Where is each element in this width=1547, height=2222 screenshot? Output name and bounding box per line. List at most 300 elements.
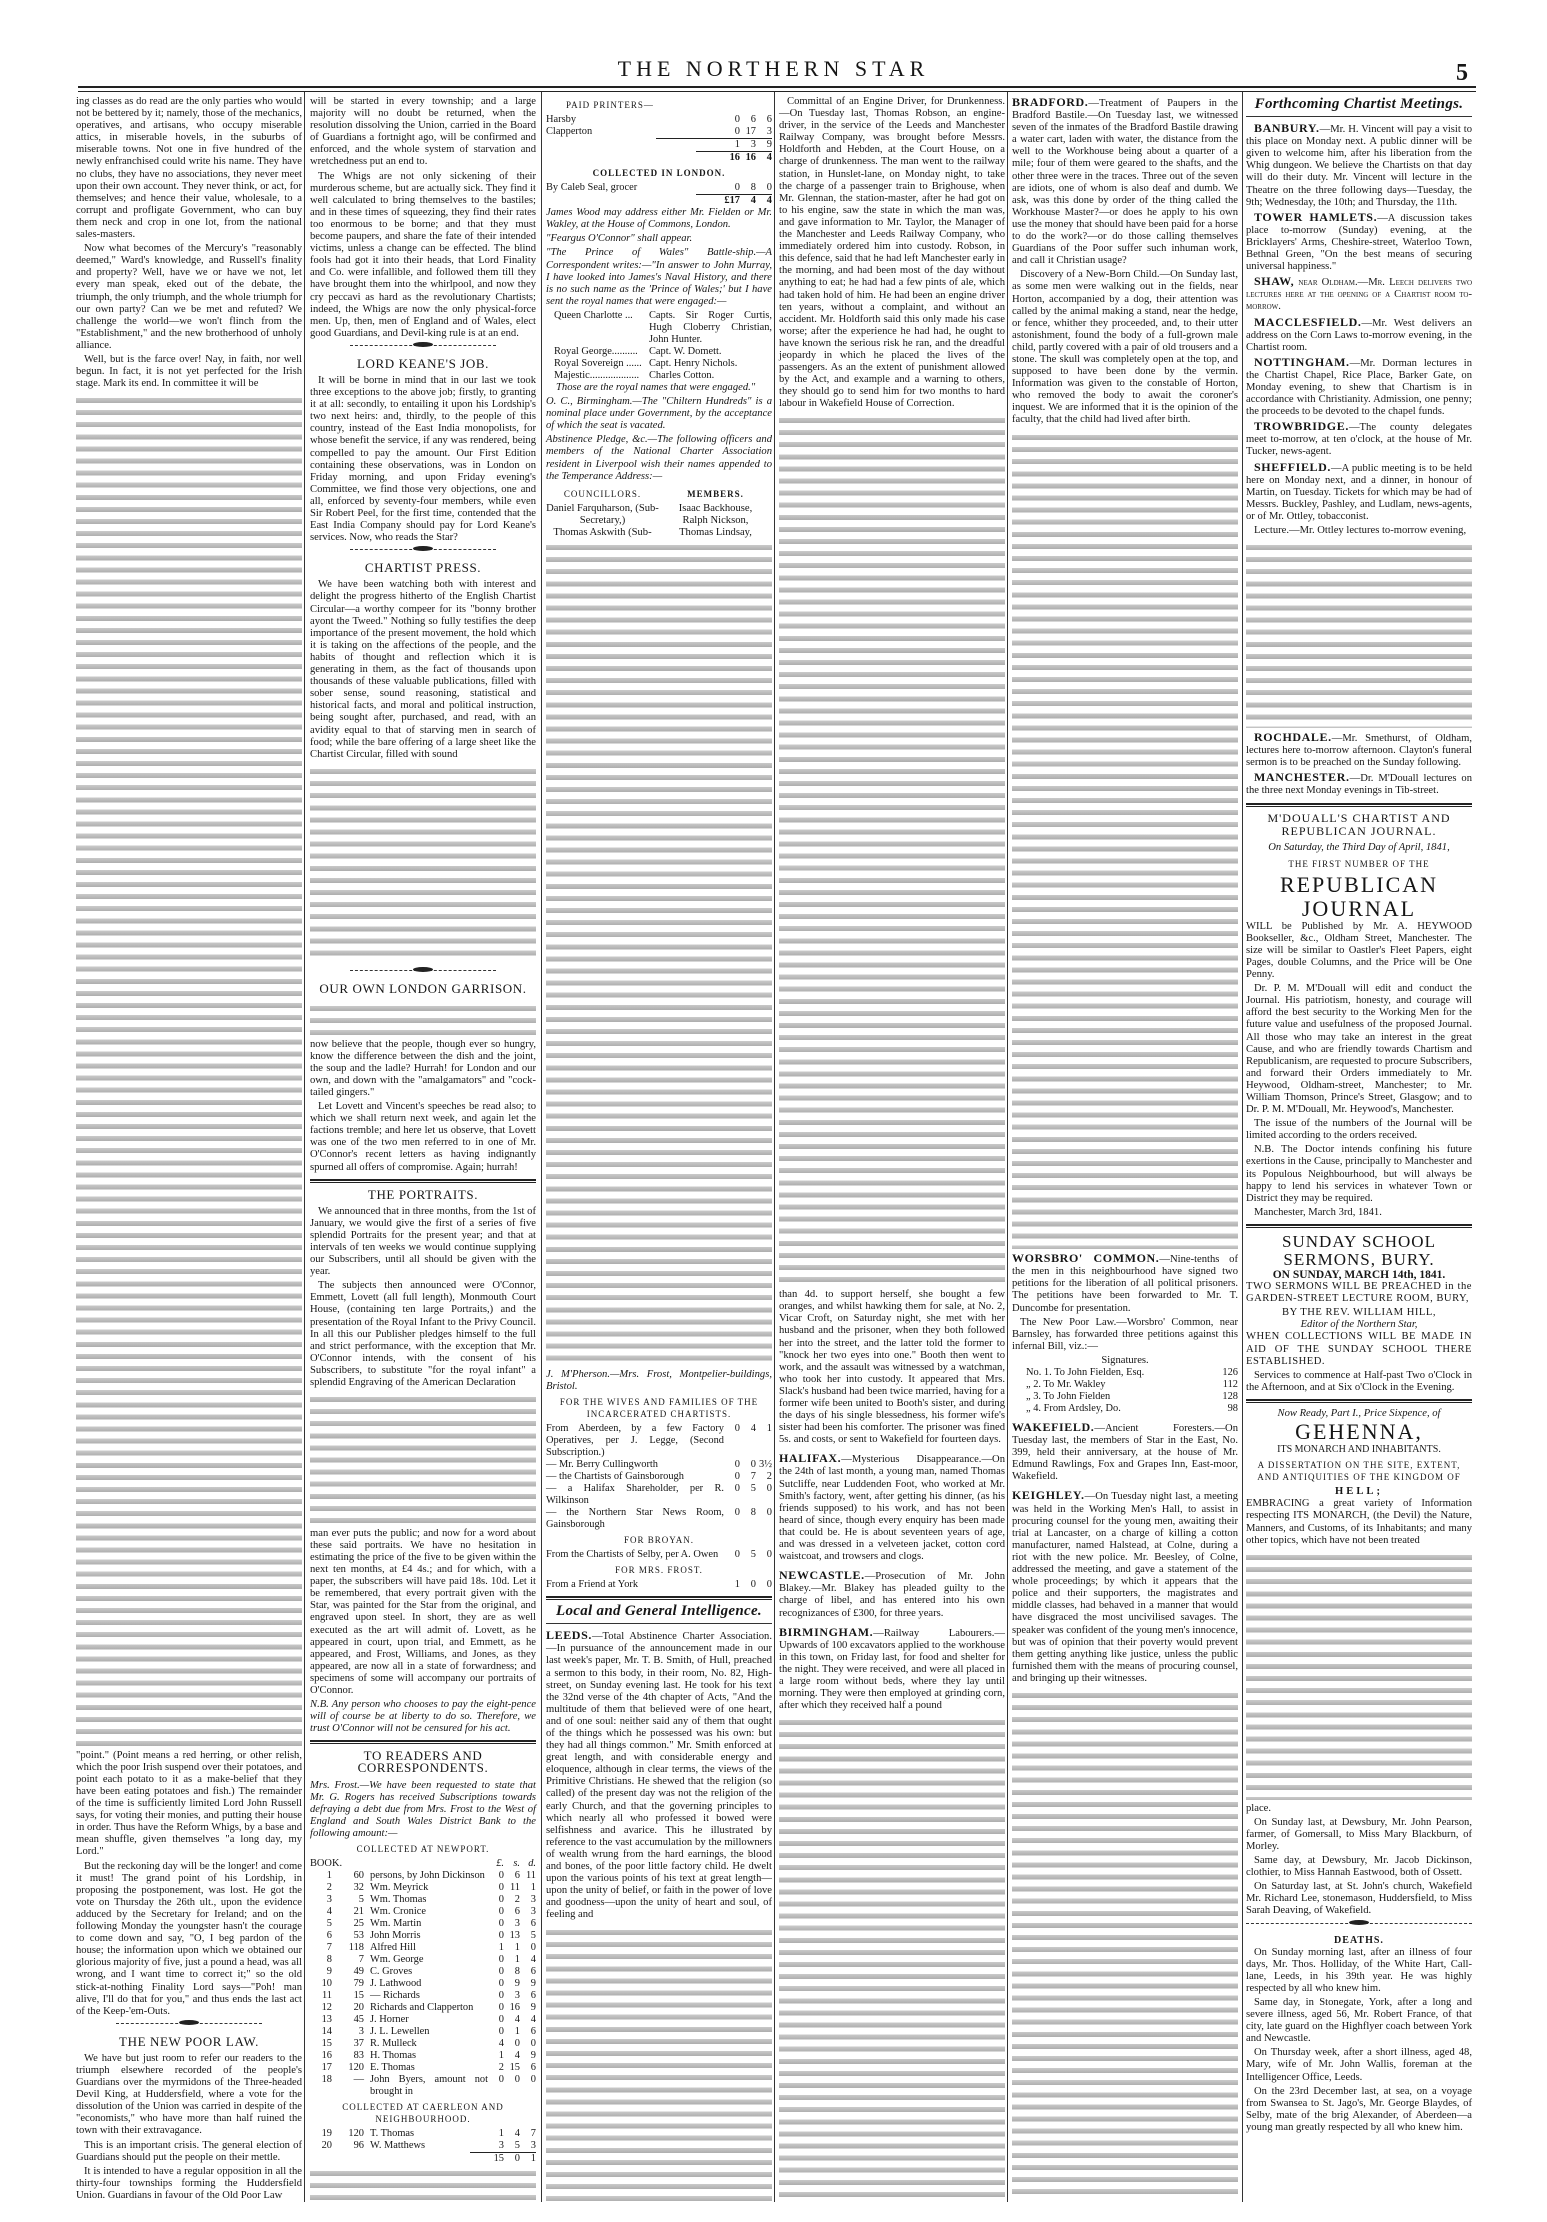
death-notice: Same day, in Stonegate, York, after a long and severe illness, aged 56, Mr. Robert France, of that city, late guard on the Highflyer coach between York and Newcastle. (1246, 1996, 1472, 2045)
person-count: 32 (353, 1882, 364, 1894)
shillings: 0 (514, 2074, 520, 2086)
councillor-name: Daniel Farquharson, (Sub-Secretary,) (546, 502, 659, 526)
correspondent-note: "The Prince of Wales" Battle-ship.—A Correspondent writes:—"In answer to John Murray, I have looked into James's Naval History, and there is no such name as the 'Prince of Wales;' but I have sent the royal names that were engaged:— (546, 247, 772, 307)
shillings: 15 (509, 2062, 520, 2074)
pounds: 1 (498, 1942, 504, 1954)
death-notice: On the 23rd December last, at sea, on a voyage from Swansea to St. Jago's, Mr. George Blaydes, of Selby, mate of the brig Alexander, of Aberdeen—a young man greatly respected by all who knew him. (1246, 2085, 1472, 2133)
person-count: 79 (353, 1978, 364, 1990)
article-paragraph: It is intended to have a regular opposition in all the thirty-four townships forming the Huddersfield Union. Guardians in favour of the Old Poor Law (76, 2165, 302, 2201)
advert-paragraph: N.B. The Doctor intends confining his future exertions in the Cause, principally to Manchester and its Populous Neighbourhood, but will always be happy to lend his services in whatever Town or District they may be required. (1246, 1144, 1472, 1204)
petition-name: „ 4. From Ardsley, Do. (1026, 1403, 1121, 1415)
contributor: Clapperton (546, 126, 593, 138)
marriage-notice: On Saturday last, at St. John's church, Wakefield Mr. Richard Lee, stonemason, Huddersfield, to Miss Sarah Deaving, of Wakefield. (1246, 1881, 1472, 1917)
person-count: 21 (353, 1906, 364, 1918)
article-paragraph (1012, 1252, 1238, 1314)
shillings: 13 (509, 1930, 520, 1942)
dateline-birmingham: BIRMINGHAM. (779, 1624, 874, 1639)
pence: 0 (530, 1942, 536, 1954)
petition-name: „ 3. To John Fielden (1026, 1391, 1111, 1403)
person-count: 45 (353, 2014, 364, 2026)
correspondent-note: "Feargus O'Connor" shall appear. (546, 233, 693, 245)
article-paragraph (1012, 96, 1238, 267)
page-number: 5 (1456, 60, 1468, 86)
pence: 0 (530, 2074, 536, 2086)
pence-label: d. (528, 1858, 536, 1870)
amount: 16 (729, 152, 740, 164)
collector-name: J. Horner (370, 2014, 409, 2026)
death-notice: On Sunday morning last, after an illness of four days, Mr. Thos. Holliday, of the White Hart, Call-lane, Leeds, in his 39th year. He was highly respected by all who knew him. (1246, 1946, 1472, 1994)
shillings: 6 (514, 1906, 520, 1918)
members-list (659, 485, 772, 539)
book-number: 19 (321, 2128, 332, 2140)
pence: 0 (766, 1506, 772, 1518)
article-paragraph: We have but just room to refer our readers to the triumph elsewhere recorded of the people's Guardians over the myrmidons of the Three-headed Devil King, at Huddersfield, where a vote for the dissolution of the Union was carried in despite of the "economists," who have more than half ruined the town with their extravagance. (76, 2052, 302, 2137)
london-heading: COLLECTED IN LONDON. (592, 168, 726, 179)
shillings: 4 (514, 2014, 520, 2026)
person-count: 120 (348, 2062, 364, 2074)
book-number: 17 (321, 2062, 332, 2074)
pence: 5 (530, 1930, 536, 1942)
notice-text: —Mr. Smethurst, of Oldham, lectures here to-morrow afternoon. Clayton's funeral sermon is to be preached on the Sunday following. (1246, 733, 1472, 769)
advert-gehenna-subtitle: ITS MONARCH AND INHABITANTS. (1277, 1443, 1441, 1455)
subscription-row (310, 1930, 536, 1942)
pence: 6 (530, 1990, 536, 2002)
article-text: —Nine-tenths of the men in this neighbourhood have signed two petitions for the liberation of all political prisoners. The petitions have been forwarded to Mr. T. Duncombe for presentation. (1012, 1254, 1239, 1314)
illegible-text-block (546, 1927, 772, 2202)
blank-space (1246, 2139, 1472, 2201)
pence: 11 (525, 1870, 536, 1882)
subscription-row (310, 1966, 536, 1978)
shillings: 17 (745, 126, 756, 138)
column-1-top (76, 96, 302, 392)
pounds: 0 (498, 1882, 504, 1894)
marriage-notice: Same day, at Dewsbury, Mr. Jacob Dickinson, clothier, to Miss Hannah Eastwood, both of Ossett. (1246, 1855, 1472, 1879)
ornament-divider (350, 345, 496, 352)
pence: 6 (530, 1966, 536, 1978)
book-number: 10 (321, 1978, 332, 1990)
section-rule (1246, 1224, 1472, 1228)
illegible-text-block (310, 2168, 536, 2201)
book-number: 9 (326, 1966, 332, 1978)
article-paragraph: Discovery of a New-Born Child.—On Sunday last, as some men were walking out in the fields, near Horton, accompanied by a dog, their attention was called by the animal making a stand, near the hedge, or fence, whither they proceeded, and, to their utter astonishment, found the body of a full-grown male child, partly covered with a pair of old trousers and a stone. The skull was completely open at the top, and supposed to have been done by the vermin. Information was given to the constable of Horton, who removed the body to await the coroner's inquest. We are informed that it is the opinion of the faculty, that the child had lived after birth. (1012, 269, 1238, 426)
collector-name: John Morris (370, 1930, 421, 1942)
advert-journal-date: On Saturday, the Third Day of April, 1841, (1268, 841, 1450, 853)
book-number: 12 (321, 2002, 332, 2014)
notice-text: —A discussion takes place to-morrow (Sunday) evening, at the Bricklayers' Arms, Cheshire-street, Waterloo Town, Bethnal Green, "On the best means of securing universal happiness." (1246, 212, 1473, 273)
subscription-row (310, 2038, 536, 2050)
book-number: 8 (326, 1954, 332, 1966)
mrs-frost-heading: FOR MRS. FROST. (615, 1565, 703, 1576)
amount: 4 (766, 152, 772, 164)
councillor-name: Thomas Askwith (Sub- (553, 526, 652, 538)
notice-text: —A public meeting is to be held here on Monday next, and a dinner, in honour of Martin, on Tuesday. Tickets for which may be had of Messrs. Buckley, Pashley, and Ludlam, news-agents, or of Mr. Ottley, tobacconist. (1246, 462, 1472, 522)
column-2-top (310, 96, 536, 763)
section-heading-chartist-meetings: Forthcoming Chartist Meetings. (1254, 96, 1464, 112)
column-divider (1242, 92, 1243, 2202)
pounds: 0 (734, 1549, 740, 1561)
person-count: 20 (353, 2002, 364, 2014)
section-heading-new-poor-law: THE NEW POOR LAW. (119, 2033, 259, 2049)
pence: 6 (530, 1918, 536, 1930)
pounds: 0 (498, 1906, 504, 1918)
ship-name: Queen Charlotte ... (554, 309, 633, 321)
collector-name: Wm. Cronice (370, 1906, 426, 1918)
book-number: 16 (321, 2050, 332, 2062)
pence: 3½ (759, 1458, 772, 1470)
column-4 (779, 96, 1005, 2204)
book-number: 2 (326, 1882, 332, 1894)
collector-name: J. Lathwood (370, 1978, 422, 1990)
pounds: 0 (498, 2002, 504, 2014)
pence: 4 (530, 1954, 536, 1966)
person-count: 5 (358, 1894, 364, 1906)
pence: 4 (530, 2014, 536, 2026)
shillings: 0 (514, 2038, 520, 2050)
contributor: — Mr. Berry Cullingworth (546, 1458, 658, 1470)
signature-count: 126 (1222, 1367, 1238, 1379)
pounds: 0 (498, 1978, 504, 1990)
pounds: 1 (734, 1579, 740, 1591)
ornament-divider (116, 2023, 262, 2030)
shillings-label: s. (513, 1858, 520, 1870)
pence: 6 (766, 114, 772, 126)
article-paragraph: The New Poor Law.—Worsbro' Common, near Barnsley, has forwarded three petitions against this infernal Bill, viz.:— (1012, 1316, 1238, 1352)
shillings: 1 (514, 1954, 520, 1966)
column-2-bottom (310, 1528, 536, 2166)
illegible-text-block (310, 1394, 536, 1525)
subscription-row (546, 126, 772, 138)
ship-name: Royal George.......... (554, 345, 638, 357)
book-number: 15 (321, 2038, 332, 2050)
meeting-notice (1246, 316, 1472, 354)
book-number: 13 (321, 2014, 332, 2026)
section-heading-portraits: THE PORTRAITS. (367, 1186, 479, 1202)
article-paragraph (779, 1452, 1005, 1563)
shillings: 1 (514, 2026, 520, 2038)
collector-name: Wm. Thomas (370, 1894, 427, 1906)
ornament-divider (350, 549, 496, 556)
subscription-row (310, 2062, 536, 2074)
pounds: 0 (498, 1918, 504, 1930)
column-5 (1012, 96, 1238, 2204)
councillors-list (546, 485, 659, 539)
illegible-text-block (1246, 1552, 1472, 1800)
ship-row (546, 346, 772, 358)
amount: 1 (734, 139, 740, 151)
section-rule (1246, 1399, 1472, 1403)
subscription-row (310, 1990, 536, 2002)
advert-preacher: BY THE REV. WILLIAM HILL, (1282, 1307, 1436, 1319)
pounds: 0 (734, 114, 740, 126)
pounds: 1 (498, 2128, 504, 2140)
ship-row (546, 310, 772, 346)
ship-row (546, 370, 772, 382)
subscription-row (546, 1549, 772, 1561)
illegible-text-block (1012, 432, 1238, 1250)
article-paragraph: Now what becomes of the Mercury's "reasonably deemed," Ward's knowledge, and Russell's finality and property? Well, have we or have we not, let every man speak, eked out of the debate, the triumph, the only triumph, and the whole triumph for our own party? Can we be met and refuted? We challenge the world—we won't flinch from the "Establishment," and the new brotherhood of unholy alliance. (76, 243, 302, 351)
book-number: 6 (326, 1930, 332, 1942)
shillings: 16 (509, 2002, 520, 2014)
pounds: 0 (498, 1894, 504, 1906)
subscription-row (546, 1483, 772, 1507)
shillings: 11 (509, 1882, 520, 1894)
captain-names: Capts. Sir Roger Curtis, Hugh Cloberry Christian, John Hunter. (649, 309, 772, 345)
article-paragraph: ing classes as do read are the only parties who would not be bettered by it; namely, those of the mechanics, operatives, and artisans, who occupy miserable attics, in miserable hovels, in the suburbs of miserable towns. Not one in five hundred of the newly enfranchised could write his name. They have no clubs, they have no associations, they never meet upon their own account. They never think, or act, for themselves; and hence their value, wholesale, to a corrupt and profligate Government, who can buy them neck and crop in one lot, from the national sales-masters. (76, 96, 302, 241)
collector-name: T. Thomas (370, 2128, 415, 2140)
person-count: 53 (353, 1930, 364, 1942)
total-pounds: 15 (493, 2153, 504, 2165)
ship-list (546, 310, 772, 382)
subtotal-row (656, 138, 772, 151)
article-paragraph: Well, but is the farce over! Nay, in faith, nor well begun. In fact, it is not yet perfected for the Irish stage. Mark its end. In committee it will be (76, 353, 302, 390)
collector-name: Richards and Clapperton (370, 2002, 474, 2014)
section-rule (1246, 1923, 1472, 1930)
article-paragraph (1012, 1421, 1238, 1483)
person-count: 83 (353, 2050, 364, 2062)
section-heading-chartist-press: CHARTIST PRESS. (364, 560, 482, 576)
amount: 8 (750, 182, 756, 194)
collector-name: — Richards (370, 1990, 420, 2002)
amount: 3 (750, 139, 756, 151)
correspondent-note: J. M'Pherson.—Mrs. Frost, Montpelier-buildings, Bristol. (546, 1368, 772, 1392)
person-count: 60 (353, 1870, 364, 1882)
advert-paragraph: EMBRACING a great variety of Information respecting ITS MONARCH, (the Devil) the Nature, Manners, and Customs, of its Inhabitants; and many other topics, which have not been treated (1246, 1498, 1472, 1546)
petition-row (1012, 1367, 1238, 1379)
collector-name: R. Mulleck (370, 2038, 417, 2050)
notice-text: —Mr. H. Vincent will pay a visit to this place on Monday next. A public dinner will be given to welcome him, after his liberation from the Whig dungeon. We believe the Chartists on that day will do their duty. Mr. Vincent will lecture in the Theatre on the three following days—Tuesday, the 9th; Wednesday, the 10th; and Thursday, the 11th. (1246, 124, 1472, 208)
pounds: 0 (734, 1482, 740, 1494)
pounds: 2 (498, 2062, 504, 2074)
article-paragraph: Committal of an Engine Driver, for Drunkenness.—On Tuesday last, Thomas Robson, an engine-driver, in the service of the Leeds and Manchester Railway Company, was brought before Messrs. Holdforth and Hebden, at the Court House, on a charge of drunkenness. The man went to the railway station, in Hunslet-lane, on Monday night, to take the charge of a passenger train to Brighouse, when Mr. Glennan, the station-master, after he had got on to his engine, saw the state in which the man was, and gave information to Mr. Taylor, the Manager of the Manchester and Leeds Railway Company, who immediately ordered him into custody. Robson, in this defence, said that he had left Manchester early in the morning, and had been most of the day without anything to eat; he had had a few pints of ale, which had taken hold of him. He had been an engine driver ten years, without a complaint, and without an accident. Mr. Holdforth said this only made his case worse; after the experience he had had, he ought to have known the serious risk he ran, and the dreadful jeopardy in which he placed the lives of the passengers. As an the extent of punishment allowed by the Act, and example and a warning to others, they should go to send him for two months to hard labour in Wakefield House of Correction. (779, 96, 1005, 410)
article-paragraph: The Whigs are not only sickening of their murderous scheme, but are actually sick. They find it well calculated to bring themselves to the bastiles; and in these times of squeezing, they find their rates too enormous to be borne; and that they must become paupers, and share the fate of their intended victims, unless a change can be effected. The blind fools had got it into their heads, that Lord Finality and Co. were infallible, and followed them till they have brought them into the whirlpool, and now they cry peccavi as hard as the revolutionary Chartists; indeed, the Whigs are now the only physical-force men. Up, then, men of England and of Wales, elect good Guardians, and Devil-king rule is at an end. (310, 170, 536, 339)
member-name: Ralph Nickson, (682, 514, 749, 526)
marriage-notice: place. (1246, 1802, 1271, 1814)
dateline-leeds: LEEDS. (546, 1628, 592, 1643)
collector-name: E. Thomas (370, 2062, 415, 2074)
section-rule (546, 1596, 772, 1600)
subscription-row (310, 2002, 536, 2014)
dateline-rochdale: ROCHDALE. (1254, 730, 1332, 745)
dateline-manchester: MANCHESTER. (1254, 770, 1350, 785)
person-count: — (353, 2074, 364, 2086)
dateline-keighley: KEIGHLEY. (1012, 1488, 1085, 1503)
subscription-row (546, 1459, 772, 1471)
pounds: 0 (734, 126, 740, 138)
column-divider (1007, 92, 1008, 2202)
members-heading: MEMBERS. (687, 488, 744, 499)
advert-paragraph: WHEN COLLECTIONS WILL BE MADE IN AID OF THE SUNDAY SCHOOL THERE ESTABLISHED. (1246, 1331, 1472, 1367)
advert-gehenna-title: GEHENNA, (1295, 1418, 1423, 1444)
advert-gehenna-ready: Now Ready, Part I., Price Sixpence, of (1277, 1407, 1441, 1419)
collector-name: C. Groves (370, 1966, 413, 1978)
advert-paragraph: Services to commence at Half-past Two o'Clock in the Afternoon, and at Six o'Clock in the Evening. (1246, 1369, 1472, 1393)
paid-printers-heading: PAID PRINTERS— (566, 100, 654, 110)
column-3 (546, 96, 772, 2204)
list-heading-caerleon: COLLECTED AT CAERLEON AND NEIGHBOURHOOD. (342, 2102, 504, 2125)
pounds-label: £. (496, 1858, 504, 1870)
broyan-heading: FOR BROYAN. (623, 1534, 694, 1545)
subscription-row (310, 1978, 536, 1990)
book-number: 20 (321, 2140, 332, 2152)
column-4-top (779, 96, 1005, 412)
shillings: 8 (750, 1506, 756, 1518)
section-heading-lord-keane: LORD KEANE'S JOB. (356, 355, 490, 371)
pounds: 0 (498, 2014, 504, 2026)
subscription-row (310, 1918, 536, 1930)
shillings: 9 (514, 1978, 520, 1990)
correspondent-note: Those are the royal names that were engaged." (556, 381, 756, 393)
column-6-top (1246, 96, 1472, 539)
amount: 16 (745, 152, 756, 164)
deaths-heading: DEATHS. (1334, 1934, 1384, 1946)
book-number: 18 (321, 2074, 332, 2086)
meeting-notice (1246, 122, 1472, 209)
meeting-notice: Lecture.—Mr. Ottley lectures to-morrow evening, (1254, 525, 1467, 536)
dateline-halifax: HALIFAX. (779, 1451, 842, 1466)
collector-name: persons, by John Dickinson (370, 1870, 485, 1882)
column-5-bottom (1012, 1252, 1238, 1687)
captain-names: Charles Cotton. (649, 369, 715, 381)
wives-families-list (546, 1423, 772, 1531)
caerleon-subscription-list (310, 2128, 536, 2152)
subscription-row (546, 1471, 772, 1483)
collector-name: W. Matthews (370, 2140, 426, 2152)
total-row (470, 2152, 536, 2165)
pence: 9 (530, 2002, 536, 2014)
article-text: —Mysterious Disappearance.—On the 24th of last month, a young man, named Thomas Sutcliffe, near Luddenden Foot, who worked at Mr. Smith's factory, went, after getting his dinner, (as his friends supposed) to his work, and has not been heard of since, though every enquiry has been made that could be. He is about seventeen years of age, and was dressed in a velveteen jacket, cotton cord waistcoat, and trowsers and clogs. (779, 1454, 1005, 1563)
person-count: 7 (358, 1954, 364, 1966)
section-heading-local-intelligence: Local and General Intelligence. (556, 1603, 762, 1620)
list-header-row (310, 1858, 536, 1870)
pence: 6 (530, 2062, 536, 2074)
pounds: 0 (734, 1422, 740, 1434)
collector-name: Wm. Meyrick (370, 1882, 429, 1894)
contributor: — a Halifax Shareholder, per R. Wilkinson (546, 1482, 724, 1506)
illegible-text-block (1012, 1690, 1238, 2201)
officers-list (546, 485, 772, 539)
advert-sermons-title: SUNDAY SCHOOL SERMONS, BURY. (1282, 1231, 1436, 1269)
subscription-row (546, 1507, 772, 1531)
subscription-row (310, 1954, 536, 1966)
ship-name: Royal Sovereign ...... (554, 357, 642, 369)
marriage-notice: On Sunday last, at Dewsbury, Mr. John Pearson, farmer, of Gomersall, to Miss Mary Blackburn, of Morley. (1246, 1816, 1472, 1852)
shillings: 8 (514, 1966, 520, 1978)
person-count: 37 (353, 2038, 364, 2050)
london-row (546, 182, 772, 194)
dateline-trowbridge: TROWBRIDGE. (1254, 419, 1349, 434)
article-paragraph: But the reckoning day will be the longer! and come it must! The grand point of his Lordship, in proposing the postponement, was lost. He got the vote on Thursday the 26th ult., upon the evidence adduced by the Secretary for Ireland; and on the following Monday the youngster hasn't the courage to come down and say, "O, I beg pardon of the house; the information upon which we obtained our glorious majority of five, just a pound a head, was all wrong, and I want time to correct it;" so the old stick-at-nothing Finality Lord says—"Poh! man alive, I'll do that for you," and thus ends the last act of the Keep-'em-Outs. (76, 1860, 302, 2017)
pence: 0 (766, 1482, 772, 1494)
amount: £17 (724, 195, 740, 207)
dateline-banbury: BANBURY. (1254, 121, 1320, 136)
article-text: —Treatment of Paupers in the Bradford Bastile.—On Tuesday last, we witnessed seven of the inmates of the Bradford Bastile drawing a water cart, laden with water, the distance from the well to the Workhouse being about a quarter of a mile; four of them were geared to the shafts, and the other three were in the traces. Three out of the seven are idiots, one of whom is also deaf and dumb. We ask, was this done by order of the thing called the Workhouse Master?—or does he apply to his own use the money that should have been paid for a horse to do the work?—or do those calling themselves Guardians of the Poor suffer such inhuman work, and call it Christian usage? (1012, 98, 1238, 267)
pounds: 4 (498, 2038, 504, 2050)
section-rule (310, 1740, 536, 1744)
article-paragraph (779, 1569, 1005, 1619)
contributor: From Aberdeen, by a few Factory Operatives, per J. Legge, (Second Subscription.) (546, 1422, 724, 1458)
dateline-sheffield: SHEFFIELD. (1254, 459, 1332, 474)
contributor: — the Chartists of Gainsborough (546, 1470, 684, 1482)
pounds: 0 (734, 1458, 740, 1470)
subscription-row (310, 1906, 536, 1918)
book-label: BOOK. (310, 1858, 343, 1870)
illegible-text-block (1246, 542, 1472, 728)
column-3-bottom (546, 1369, 772, 1924)
shillings: 5 (514, 2140, 520, 2152)
column-1 (76, 96, 302, 2204)
amount: 9 (766, 139, 772, 151)
petition-name: „ 2. To Mr. Wakley (1026, 1379, 1106, 1391)
petition-name: No. 1. To John Fielden, Esq. (1026, 1367, 1145, 1379)
column-divider (304, 92, 305, 2202)
advert-paragraph: The issue of the numbers of the Journal will be limited according to the orders received. (1246, 1118, 1472, 1142)
illegible-text-block (779, 1717, 1005, 2201)
meeting-notice (1246, 356, 1472, 418)
article-paragraph (779, 1626, 1005, 1713)
pounds: 0 (734, 1470, 740, 1482)
meeting-notice (1246, 461, 1472, 523)
meeting-notice (1246, 211, 1472, 273)
pence: 1 (530, 1882, 536, 1894)
book-number: 11 (321, 1990, 332, 2002)
signatures-heading: Signatures. (1101, 1354, 1149, 1366)
section-heading-london-garrison: OUR OWN LONDON GARRISON. (319, 980, 527, 996)
dateline-nottingham: NOTTINGHAM. (1254, 354, 1350, 369)
shillings: 4 (750, 1422, 756, 1434)
shillings: 2 (514, 1894, 520, 1906)
pence: 6 (530, 2026, 536, 2038)
book-number: 7 (326, 1942, 332, 1954)
article-paragraph: It will be borne in mind that in our last we took three exceptions to the above job; firstly, to granting it at all: secondly, to entailing it upon his Lordship's two next heirs: and, thirdly, to the people of this country, instead of the East India monopolists, for whose benefit the service, if any was rendered, being compelled to pay the amount. Our First Edition containing these observations, was in London on Friday morning, and upon Friday evening's Committee, we find those very objections, one and all, enforced by seventy-four members, while even Sir Robert Peel, for the first time, contended that the East India Company should pay for Lord Keane's services. Now, who reads the Star? (310, 374, 536, 544)
meeting-notice (1246, 771, 1472, 797)
illegible-text-block (546, 542, 772, 1366)
subscription-row (546, 1423, 772, 1459)
book-number: 1 (326, 1870, 332, 1882)
meeting-notice (1246, 731, 1472, 769)
article-paragraph: "point." (Point means a red herring, or other relish, which the poor Irish suspend over their potatoes, and point each potato to it as a make-belief that they have been eating potatoes and fish.) The remainder of the time is sufficiently limited Lord John Russell says, for voting their monies, and putting their house in order. Thus have the Reform Whigs, by a base and mean shuffle, given themselves "a long day, my Lord." (76, 1749, 302, 1858)
shillings: 6 (750, 114, 756, 126)
book-number: 4 (326, 1906, 332, 1918)
section-rule (310, 1179, 536, 1183)
pounds: 0 (498, 1954, 504, 1966)
signature-count: 128 (1222, 1391, 1238, 1403)
advert-paragraph: TWO SERMONS WILL BE PREACHED in the GARDEN-STREET LECTURE ROOM, BURY, (1246, 1281, 1472, 1305)
column-5-top (1012, 96, 1238, 429)
newport-subscription-list (310, 1870, 536, 2098)
list-heading-newport: COLLECTED AT NEWPORT. (356, 1844, 490, 1855)
shillings: 5 (750, 1549, 756, 1561)
notice-text: near Oldham.—Mr. Leech delivers two lectures here at the opening of a Chartist room to-morrow. (1246, 277, 1472, 313)
pence: 3 (766, 126, 772, 138)
subscription-row (310, 2140, 536, 2152)
masthead-rule (78, 86, 1476, 92)
subscription-row (310, 2026, 536, 2038)
pence: 3 (530, 2140, 536, 2152)
illegible-text-block (76, 395, 302, 1746)
pence: 3 (530, 1894, 536, 1906)
illegible-text-block (779, 415, 1005, 1286)
shillings: 3 (514, 1918, 520, 1930)
subscription-row (310, 1870, 536, 1882)
correspondent-note: Mrs. Frost.—We have been requested to state that Mr. G. Rogers has received Subscriptions towards defraying a debt due from Mrs. Frost to the West of England and South Wales District Bank to the following amount:— (310, 1779, 536, 1839)
amount: 0 (734, 182, 740, 194)
subscription-row (310, 2074, 536, 2098)
pence: 0 (530, 2038, 536, 2050)
shillings: 0 (750, 1458, 756, 1470)
column-6-notices (1246, 1803, 1472, 2136)
notice-text: —Dr. M'Douall lectures on the three next Monday evenings in Tib-street. (1246, 773, 1472, 797)
petition-row (1012, 1403, 1238, 1415)
